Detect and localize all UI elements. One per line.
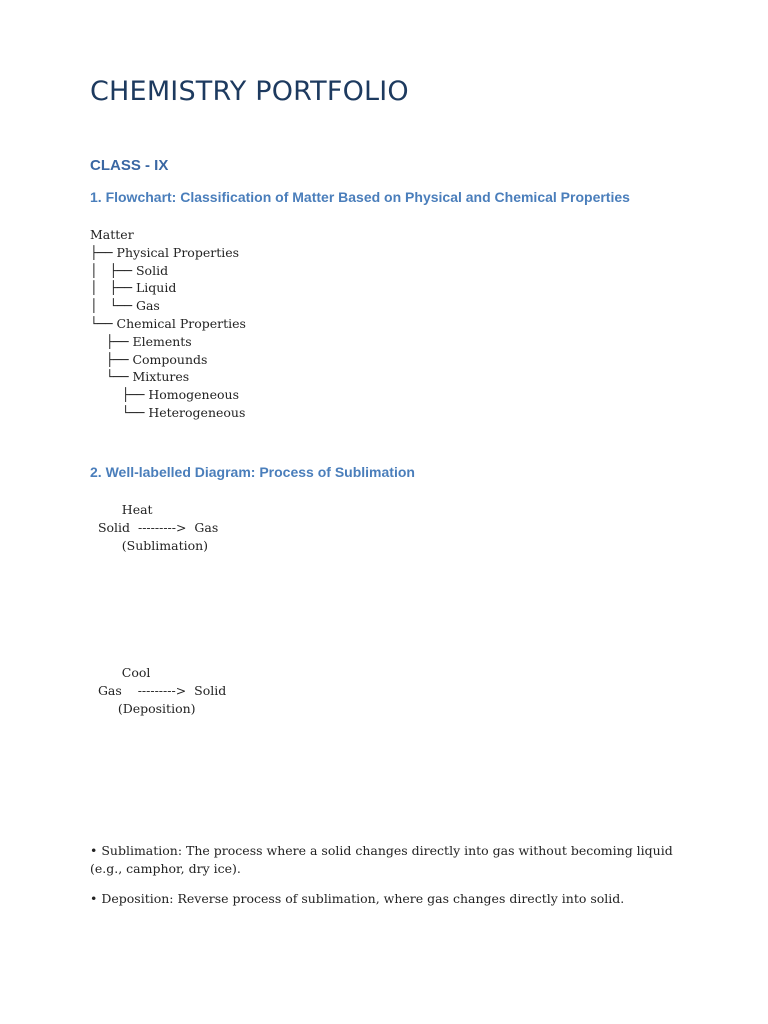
tree-node-compounds: ├── Compounds <box>90 351 208 367</box>
page-title: CHEMISTRY PORTFOLIO <box>90 76 409 107</box>
sublimation-process-label: (Sublimation) <box>90 538 209 553</box>
diagram-section-heading: 2. Well-labelled Diagram: Process of Sublimation <box>90 464 415 480</box>
flowchart-section-heading: 1. Flowchart: Classification of Matter Based on Physical and Chemical Properties <box>90 189 630 205</box>
tree-node-elements: ├── Elements <box>90 333 192 349</box>
tree-node-heterogeneous: └── Heterogeneous <box>90 404 246 420</box>
sublimation-diagram <box>90 501 390 555</box>
tree-node-gas: │ └── Gas <box>90 298 160 314</box>
tree-node-homogeneous: ├── Homogeneous <box>90 387 239 403</box>
deposition-process-label: (Deposition) <box>90 701 196 716</box>
tree-node-liquid: │ ├── Liquid <box>90 280 177 296</box>
sublimation-condition-label: Heat <box>90 502 153 517</box>
sublimation-definition: • Sublimation: The process where a solid changes directly into gas without becoming liquid (e.g., camphor, dry ice). <box>90 843 673 876</box>
deposition-condition-label: Cool <box>90 665 151 680</box>
tree-node-mixtures: └── Mixtures <box>90 369 190 385</box>
tree-node-chemical-properties: └── Chemical Properties <box>90 315 246 331</box>
sublimation-arrow-line: Solid ---------> Gas <box>90 520 219 535</box>
classification-tree <box>90 226 490 422</box>
deposition-arrow-line: Gas ---------> Solid <box>90 683 227 698</box>
tree-node-solid: │ ├── Solid <box>90 262 169 278</box>
class-heading: CLASS - IX <box>90 157 169 174</box>
tree-node-matter: Matter <box>90 227 134 242</box>
deposition-definition: • Deposition: Reverse process of sublimation, where gas changes directly into solid. <box>90 891 625 906</box>
tree-node-physical-properties: ├── Physical Properties <box>90 244 240 260</box>
deposition-diagram <box>90 664 390 718</box>
